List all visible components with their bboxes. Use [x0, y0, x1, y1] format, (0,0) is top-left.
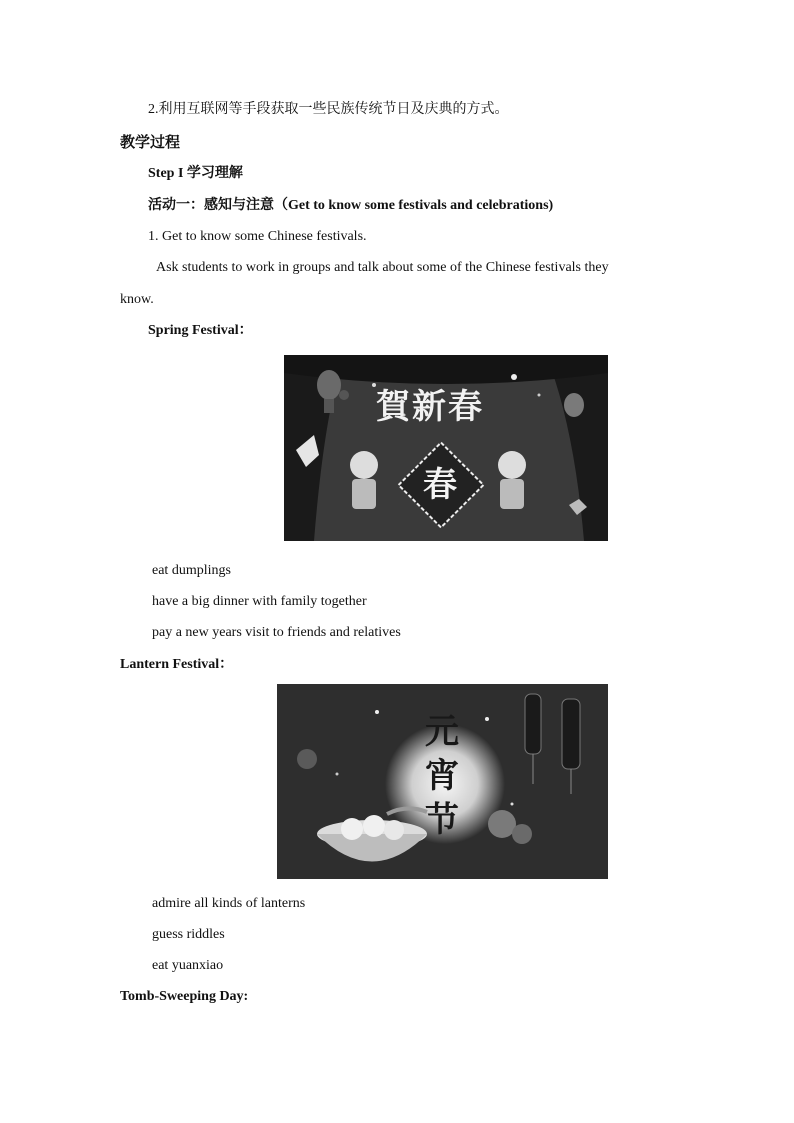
lantern-festival-image [277, 684, 608, 879]
tomb-sweeping-heading: Tomb-Sweeping Day: [120, 989, 249, 1004]
lantern-activity-2: guess riddles [152, 927, 225, 942]
step-heading: Step I 学习理解 [148, 166, 243, 181]
lantern-activity-3: eat yuanxiao [152, 958, 224, 973]
spring-festival-image [284, 355, 608, 541]
instruction-line-1: Ask students to work in groups and talk about some of the Chinese festivals they [156, 260, 609, 275]
spring-activity-3: pay a new years visit to friends and relatives [152, 625, 401, 640]
lantern-festival-image-title: 元宵节 [425, 712, 459, 840]
spring-festival-image-center: 春 [423, 465, 457, 505]
spring-festival-image-title: 賀新春 [376, 387, 484, 427]
spring-festival-heading: Spring Festival： [148, 323, 253, 338]
spring-activity-2: have a big dinner with family together [152, 594, 367, 609]
lantern-festival-heading: Lantern Festival： [120, 657, 234, 672]
section-title: 教学过程 [120, 135, 181, 151]
spring-festival-illustration [284, 355, 608, 541]
point-1: 1. Get to know some Chinese festivals. [148, 229, 367, 244]
objective-item-2: 2.利用互联网等手段获取一些民族传统节日及庆典的方式。 [148, 102, 509, 117]
lantern-activity-1: admire all kinds of lanterns [152, 896, 306, 911]
spring-activity-1: eat dumplings [152, 563, 231, 578]
instruction-line-2: know. [120, 292, 154, 307]
activity-heading: 活动一：感知与注意（Get to know some festivals and celebrations) [148, 198, 554, 213]
